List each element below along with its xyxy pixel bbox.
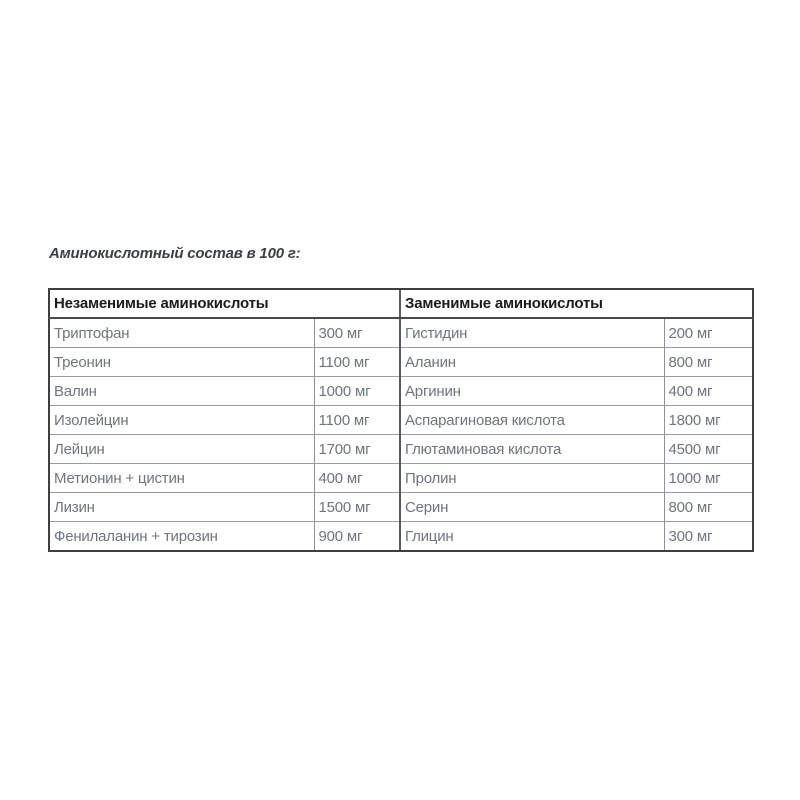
table-header-row (49, 289, 753, 318)
amino-name-cell: Серин (400, 493, 664, 522)
amino-value-cell: 1500 мг (314, 493, 400, 522)
amino-name-cell: Пролин (400, 464, 664, 493)
amino-name-cell: Лейцин (49, 435, 314, 464)
amino-value-cell: 300 мг (664, 522, 753, 552)
page-title: Аминокислотный состав в 100 г: (49, 245, 301, 262)
amino-name-cell: Аргинин (400, 377, 664, 406)
table-row (49, 318, 753, 348)
amino-name-cell: Глицин (400, 522, 664, 552)
amino-name-cell: Глютаминовая кислота (400, 435, 664, 464)
column-header-nonessential: Заменимые аминокислоты (400, 289, 753, 318)
amino-name-cell: Валин (49, 377, 314, 406)
amino-value-cell: 400 мг (314, 464, 400, 493)
amino-value-cell: 900 мг (314, 522, 400, 552)
table-row (49, 406, 753, 435)
amino-name-cell: Гистидин (400, 318, 664, 348)
amino-acid-table (48, 288, 754, 552)
amino-value-cell: 1100 мг (314, 348, 400, 377)
amino-value-cell: 1000 мг (314, 377, 400, 406)
amino-name-cell: Лизин (49, 493, 314, 522)
amino-value-cell: 200 мг (664, 318, 753, 348)
amino-value-cell: 400 мг (664, 377, 753, 406)
amino-value-cell: 1100 мг (314, 406, 400, 435)
amino-value-cell: 800 мг (664, 348, 753, 377)
table-row (49, 522, 753, 552)
amino-name-cell: Треонин (49, 348, 314, 377)
amino-value-cell: 1000 мг (664, 464, 753, 493)
amino-name-cell: Метионин + цистин (49, 464, 314, 493)
amino-name-cell: Аспарагиновая кислота (400, 406, 664, 435)
table-row (49, 493, 753, 522)
table-row (49, 348, 753, 377)
column-header-essential: Незаменимые аминокислоты (49, 289, 400, 318)
amino-value-cell: 1800 мг (664, 406, 753, 435)
amino-value-cell: 300 мг (314, 318, 400, 348)
amino-name-cell: Изолейцин (49, 406, 314, 435)
amino-value-cell: 1700 мг (314, 435, 400, 464)
amino-name-cell: Аланин (400, 348, 664, 377)
table-row (49, 464, 753, 493)
table-row (49, 435, 753, 464)
amino-value-cell: 800 мг (664, 493, 753, 522)
amino-name-cell: Фенилаланин + тирозин (49, 522, 314, 552)
table-row (49, 377, 753, 406)
amino-name-cell: Триптофан (49, 318, 314, 348)
amino-value-cell: 4500 мг (664, 435, 753, 464)
